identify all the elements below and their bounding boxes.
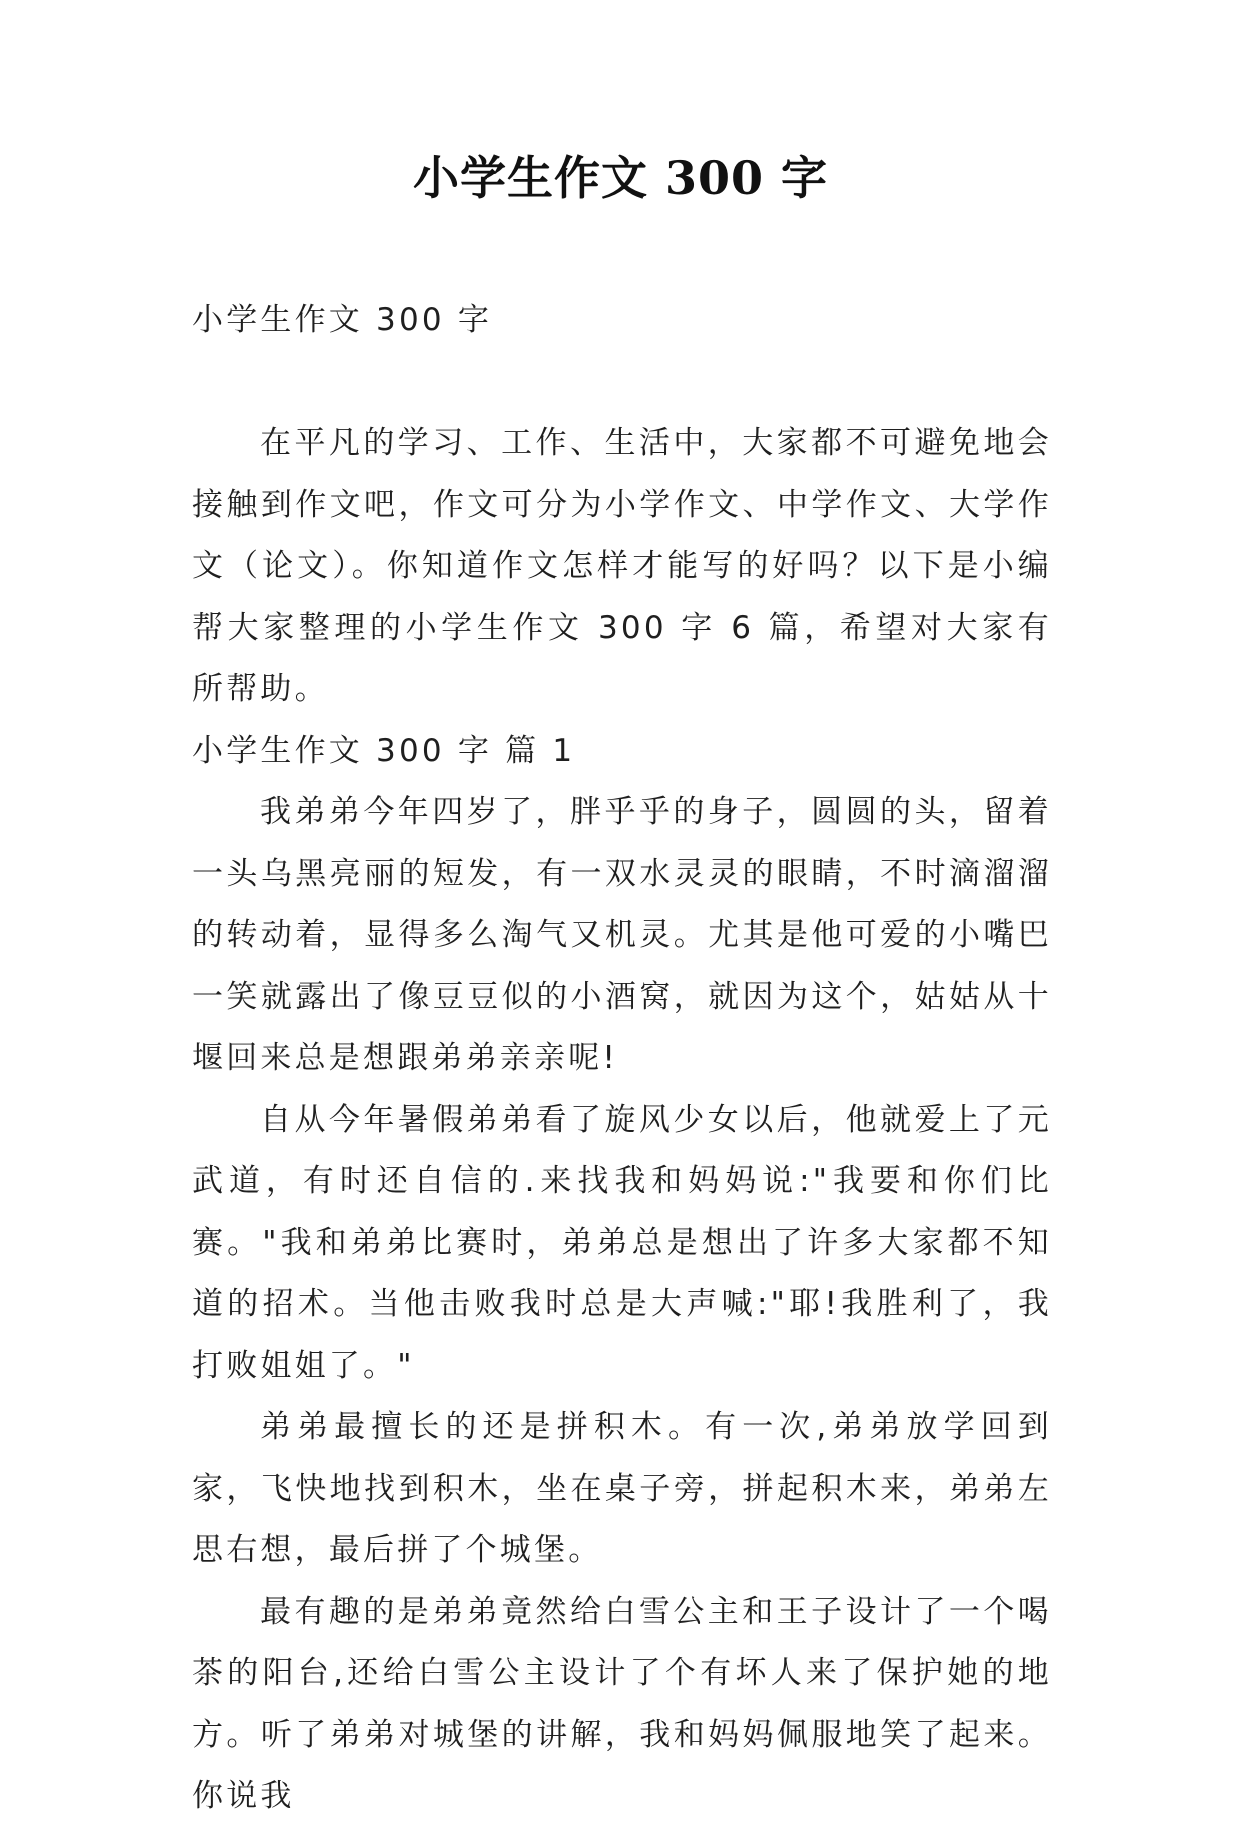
body-paragraph: 我弟弟今年四岁了，胖乎乎的身子，圆圆的头，留着一头乌黑亮丽的短发，有一双水灵灵的眼睛，不时滴溜溜的转动着，显得多么淘气又机灵。尤其是他可爱的小嘴巴一笑就露出了像豆豆似的小酒窝，就因为这个，姑姑从十堰回来总是想跟弟弟亲亲呢! [192,794,1052,1076]
body-paragraph: 弟弟最擅长的还是拼积木。有一次,弟弟放学回到家，飞快地找到积木，坐在桌子旁，拼起积木来，弟弟左思右想，最后拼了个城堡。 [192,1409,1052,1568]
document-body [192,290,1052,1828]
document-subtitle: 小学生作文 300 字 [192,302,493,338]
body-paragraph: 最有趣的是弟弟竟然给白雪公主和王子设计了一个喝茶的阳台,还给白雪公主设计了个有坏人来了保护她的地方。听了弟弟对城堡的讲解，我和妈妈佩服地笑了起来。你说我 [192,1593,1052,1814]
section-heading: 小学生作文 300 字 篇 1 [192,732,576,769]
body-paragraph: 自从今年暑假弟弟看了旋风少女以后，他就爱上了元武道，有时还自信的.来找我和妈妈说:"我要和你们比赛。"我和弟弟比赛时，弟弟总是想出了许多大家都不知道的招术。当他击败我时总是大声喊:"耶!我胜利了，我打败姐姐了。" [192,1101,1052,1384]
intro-paragraph: 在平凡的学习、工作、生活中，大家都不可避免地会接触到作文吧，作文可分为小学作文、中学作文、大学作文（论文）。你知道作文怎样才能写的好吗？以下是小编帮大家整理的小学生作文 300 字 6 篇，希望对大家有所帮助。 [192,425,1052,707]
document-title: 小学生作文 300 字 [412,151,829,205]
